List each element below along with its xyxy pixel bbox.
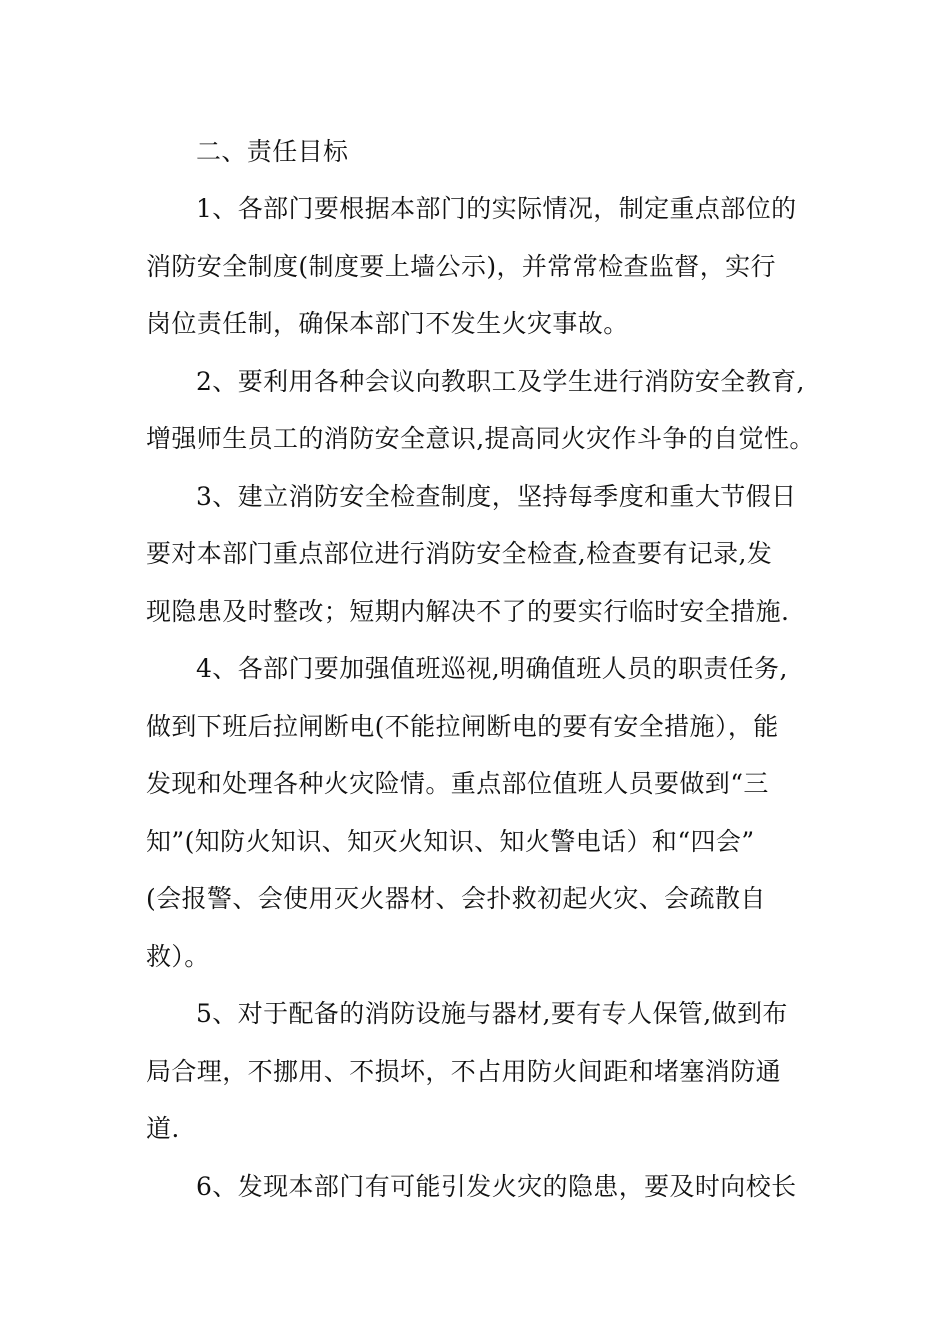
paragraph-4-line-5: (会报警、会使用灭火器材、会扑救初起火灾、会疏散自 [146,884,766,913]
paragraph-3-line-2: 要对本部门重点部位进行消防安全检查,检查要有记录,发 [146,539,773,568]
paragraph-4-line-3: 发现和处理各种火灾险情。重点部位值班人员要做到“三 [146,769,769,798]
paragraph-1-line-2: 消防安全制度(制度要上墙公示)，并常常检查监督，实行 [146,252,776,281]
paragraph-2-line-1: 2、要利用各种会议向教职工及学生进行消防安全教育, [196,367,805,396]
paragraph-3-line-1: 3、建立消防安全检查制度，坚持每季度和重大节假日 [196,482,797,511]
paragraph-4-line-6: 救）。 [146,942,210,971]
paragraph-1-line-3: 岗位责任制，确保本部门不发生火灾事故。 [146,309,629,338]
paragraph-4-line-4: 知”(知防火知识、知灭火知识、知火警电话）和“四会” [146,827,755,856]
paragraph-6-line-1: 6、发现本部门有可能引发火灾的隐患，要及时向校长 [196,1172,797,1201]
paragraph-5-line-1: 5、对于配备的消防设施与器材,要有专人保管,做到布 [196,999,788,1028]
paragraph-1-line-1: 1、各部门要根据本部门的实际情况，制定重点部位的 [196,194,797,223]
paragraph-3-line-3: 现隐患及时整改；短期内解决不了的要实行临时安全措施. [146,597,790,626]
paragraph-4-line-2: 做到下班后拉闸断电(不能拉闸断电的要有安全措施），能 [146,712,779,741]
section-heading: 二、责任目标 [196,137,349,166]
paragraph-4-line-1: 4、各部门要加强值班巡视,明确值班人员的职责任务, [196,654,788,683]
paragraph-5-line-2: 局合理，不挪用、不损坏，不占用防火间距和堵塞消防通 [146,1057,782,1086]
paragraph-5-line-3: 道. [146,1114,180,1143]
paragraph-2-line-2: 增强师生员工的消防安全意识,提高同火灾作斗争的自觉性。 [146,424,815,453]
